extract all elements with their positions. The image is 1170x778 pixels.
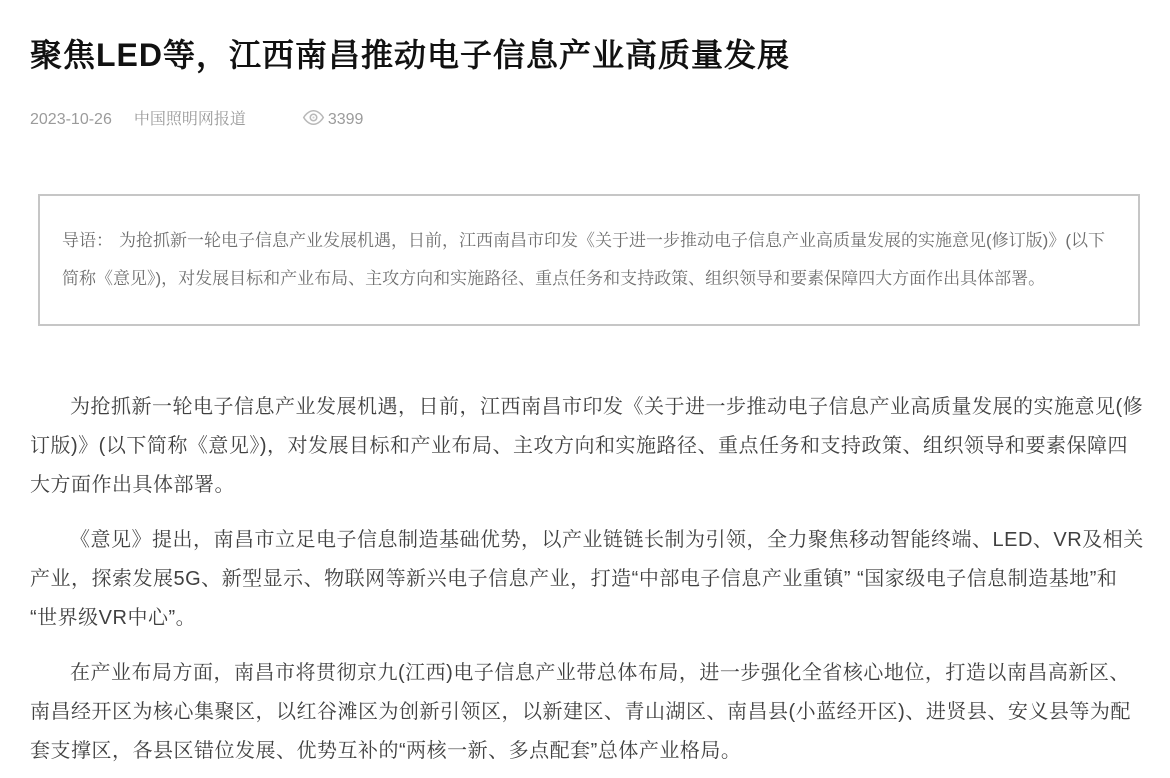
- view-count-number: 3399: [327, 111, 364, 128]
- intro-label: 导语：: [62, 231, 113, 250]
- source-name: 中国照明网报道: [133, 111, 246, 128]
- view-count: [302, 108, 364, 132]
- publish-date: 2023-10-26: [30, 111, 112, 128]
- article-paragraph-1: 为抢抓新一轮电子信息产业发展机遇，日前，江西南昌市印发《关于进一步推动电子信息产业高质量发展的实施意见(修订版)》(以下简称《意见》)，对发展目标和产业布局、主攻方向和实施路径、重点任务和支持政策、组织领导和要素保障四大方面作出具体部署。: [30, 396, 1144, 496]
- eye-icon: [302, 109, 325, 133]
- article-paragraph-2: 《意见》提出，南昌市立足电子信息制造基础优势，以产业链链长制为引领，全力聚焦移动智能终端、LED、VR及相关产业，探索发展5G、新型显示、物联网等新兴电子信息产业，打造“中部电子信息产业重镇” “国家级电子信息制造基地”和“世界级VR中心”。: [30, 529, 1144, 629]
- intro-text: 为抢抓新一轮电子信息产业发展机遇，日前，江西南昌市印发《关于进一步推动电子信息产业高质量发展的实施意见(修订版)》(以下简称《意见》)，对发展目标和产业布局、主攻方向和实施路径、重点任务和支持政策、组织领导和要素保障四大方面作出具体部署。: [62, 231, 1105, 288]
- article-title: 聚焦LED等，江西南昌推动电子信息产业高质量发展: [30, 37, 791, 73]
- article-meta-row: [30, 108, 1145, 132]
- article-paragraph-3: 在产业布局方面，南昌市将贯彻京九(江西)电子信息产业带总体布局，进一步强化全省核心地位，打造以南昌高新区、南昌经开区为核心集聚区，以红谷滩区为创新引领区，以新建区、青山湖区、南昌县(小蓝经开区)、进贤县、安义县等为配套支撑区，各县区错位发展、优势互补的“两核一新、多点配套”总体产业格局。: [30, 662, 1131, 762]
- intro-box: [38, 194, 1140, 326]
